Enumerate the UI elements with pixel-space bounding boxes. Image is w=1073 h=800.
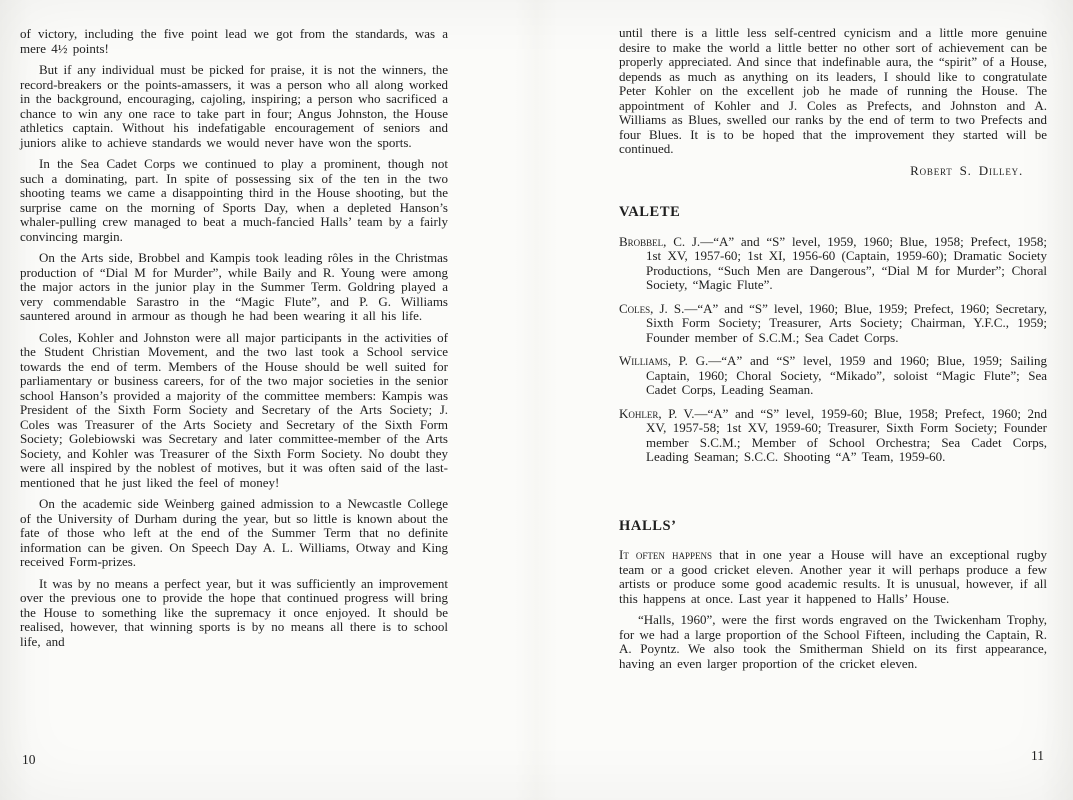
valete-entry — [619, 354, 1047, 398]
paragraph: But if any individual must be picked for praise, it is not the winners, the record-breakers or the points-amassers, it was a person who all along worked in the background, encouraging, cajoling, inspiring; a person who sacrificed a chance to win any one race to take part in four; Angus Johnston, the House athletics captain. Without his indefatigable encouragement of seniors and juniors alike to achieve standards we would never have won the sports. — [20, 62, 448, 150]
left-page-text-column — [20, 27, 448, 656]
paragraph — [619, 548, 1047, 606]
valete-entry-name: Coles, J. S. — [619, 300, 685, 316]
page-number-11: 11 — [1031, 748, 1044, 763]
halls-heading: HALLS’ — [619, 517, 677, 534]
valete-entry-details: —“A” and “S” level, 1959, 1960; Blue, 1958; Prefect, 1958; 1st XV, 1957-60; 1st XI, 1956-60 (Captain, 1959-60); Dramatic Society Productions, “Such Men are Dangerous”, “Dial M for Murder”; Choral Society, “Magic Flute”. — [646, 233, 1047, 292]
paragraph: of victory, including the five point lead we got from the standards, was a mere 4½ points! — [20, 26, 448, 56]
valete-entry-name: Brobbel, C. J. — [619, 233, 701, 249]
valete-entry-name: Williams, P. G. — [619, 353, 709, 368]
valete-entry — [619, 302, 1047, 346]
paragraph: It was by no means a perfect year, but it was sufficiently an improvement over the previous one to provide the hope that continued progress will bring the House to something like the supremacy it once enjoyed. It should be realised, however, that winning sports is by no means all there is to school life, and — [20, 575, 448, 649]
paragraph: On the academic side Weinberg gained admission to a Newcastle College of the University of Durham during the year, but so little is known about the fate of those who left at the end of the Summer Term that no definite information can be given. On Speech Day A. L. Williams, Otway and King received Form-prizes. — [20, 496, 448, 569]
valete-heading: VALETE — [619, 204, 681, 220]
valete-entry-details: —“A” and “S” level, 1960; Blue, 1959; Prefect, 1960; Secretary, Sixth Form Society; Treasurer, Arts Society; Chairman, Y.F.C., 1959; Founder member of S.C.M.; Sea Cadet Corps. — [646, 300, 1047, 345]
paragraph: On the Arts side, Brobbel and Kampis took leading rôles in the Christmas production of “Dial M for Murder”, while Baily and R. Young were among the major actors in the junior play in the Summer Term. Goldring played a very commendable Sarastro in the “Magic Flute”, and P. G. Williams sauntered around in armour as though he had been wearing it all his life. — [20, 250, 448, 323]
author-signature: Robert S. Dilley. — [910, 162, 1023, 178]
paragraph: In the Sea Cadet Corps we continued to play a prominent, though not such a dominating, part. In spite of possessing six of the ten in the two shooting teams we came a disappointing third in the House shooting, but the surprise came on the morning of Sports Day, when a depleted Hanson’s whaler-pulling crew managed to beat a much-fancied Halls’ team by a fairly convincing margin. — [20, 156, 448, 244]
paragraph-lead-rest: that in one year a House will have an exceptional rugby team or a good cricket eleven. Another year it will perhaps produce a few artists or produce some good academic results. It is unusual, however, if all this happens at once. Last year it happened to Halls’ House. — [619, 547, 1047, 606]
paragraph: Coles, Kohler and Johnston were all major participants in the activities of the Student Christian Movement, and the two last took a School service towards the end of term. Members of the House should be well suited for parliamentary or business careers, for of the two major societies in the senior school Hanson’s provided a majority of the committee members: Kampis was President of the Sixth Form Society and Secretary of the Arts Society; J. Coles was Treasurer of the Arts Society and Secretary of the Sixth Form Society; Golebiowski was Secretary and later committee-member of the Arts Society, and Kohler was Treasurer of the Sixth Form Society. No doubt they were all inspired by the noblest of motives, but it was often said of the last-mentioned that he just liked the feel of money! — [20, 329, 448, 490]
valete-entry — [619, 235, 1047, 293]
valete-entry-details: —“A” and “S” level, 1959-60; Blue, 1958; Prefect, 1960; 2nd XV, 1957-58; 1st XV, 1959-60; Treasurer, Sixth Form Society; Founder member S.C.M.; Member of School Orchestra; Sea Cadet Corps, Leading Seaman; S.C.C. Shooting “A” Team, 1959-60. — [646, 405, 1047, 464]
paragraph: “Halls, 1960”, were the first words engraved on the Twickenham Trophy, for we had a large proportion of the School Fifteen, including the Captain, R. A. Poyntz. We also took the Smitherman Shield on its first appearance, having an even larger proportion of the cricket eleven. — [619, 612, 1047, 671]
paragraph-lead-smallcaps: It often happens — [619, 547, 713, 562]
paragraph: until there is a little less self-centred cynicism and a little more genuine desire to make the world a little better no other sort of achievement can be properly appreciated. And since that indefinable aura, the “spirit” of a House, depends as much as anything on its leaders, I should like to congratulate Peter Kohler on the excellent job he made of running the House. The appointment of Kohler and J. Coles as Prefects, and Johnston and A. Williams as Blues, swelled our ranks by the end of term to two Prefects and four Blues. It is to be hoped that the improvement they started will be continued. — [619, 25, 1047, 156]
valete-entry-details: —“A” and “S” level, 1959 and 1960; Blue, 1959; Sailing Captain, 1960; Choral Society, “Mikado”, soloist “Magic Flute”; Sea Cadet Corps, Leading Seaman. — [646, 353, 1047, 397]
valete-entry-name: Kohler, P. V. — [619, 405, 695, 421]
page-number-10: 10 — [22, 752, 36, 767]
right-page-text-column — [619, 26, 1047, 678]
valete-entry — [619, 407, 1047, 465]
